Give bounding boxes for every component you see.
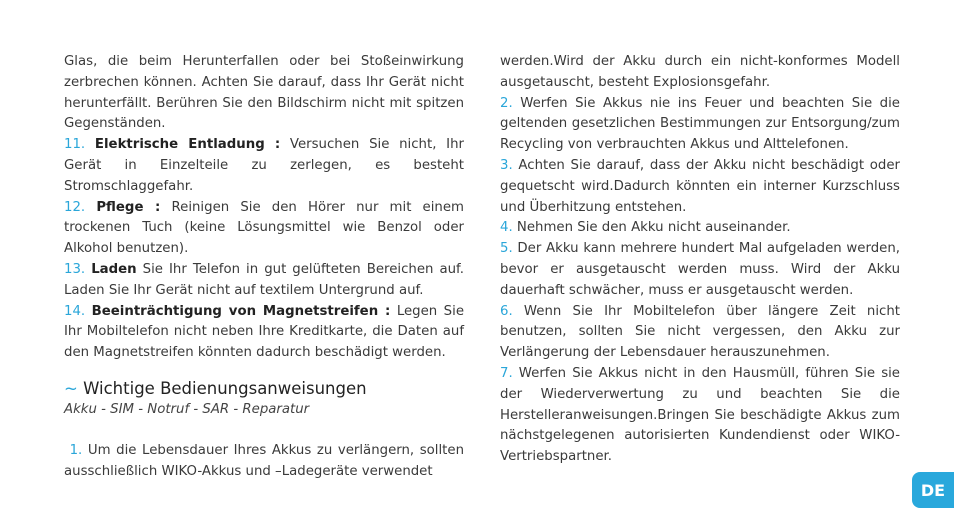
list-item-13: [64, 260, 464, 302]
list-item-6: [500, 302, 900, 364]
item-text: Achten Sie darauf, dass der Akku nicht beschädigt oder gequetscht wird.Dadurch könnten ein interner Kurzschluss und Überhitzung entstehen.: [500, 157, 900, 215]
item-number: 5.: [500, 241, 513, 257]
section-title: Wichtige Bedienungsanweisungen: [83, 378, 367, 398]
list-item-2: [500, 94, 900, 156]
list-item-1: [64, 441, 464, 483]
list-item-4: [500, 218, 900, 239]
item-title: Pflege :: [96, 199, 161, 215]
item-text: Versuchen Sie nicht, Ihr Gerät in Einzelteile zu zerlegen, es besteht Stromschlaggefahr.: [64, 137, 464, 194]
item-number: 3.: [500, 157, 513, 173]
item-number: 12.: [64, 199, 86, 215]
list-item-7: [500, 364, 900, 468]
item-title: Laden: [91, 261, 137, 277]
spacer: [64, 421, 464, 441]
item-title: Elektrische Entladung :: [94, 137, 281, 153]
item-text: Legen Sie Ihr Mobiltelefon nicht neben Ihre Kreditkarte, die Daten auf den Magnetstreifen könnten dadurch beschädigt werden.: [64, 303, 464, 361]
item-text: Wenn Sie Ihr Mobiltelefon über längere Zeit nicht benutzen, sollten Sie nicht vergessen, den Akku zur Verlängerung der Lebensdauer herauszunehmen.: [500, 303, 900, 361]
list-item-14: [64, 302, 464, 364]
continuation-paragraph: werden.Wird der Akku durch ein nicht-konformes Modell ausgetauscht, besteht Explosionsgefahr.: [500, 54, 900, 90]
item-text: Reinigen Sie den Hörer nur mit einem trockenen Tuch (keine Lösungsmittel wie Benzol oder Alkohol benutzen).: [64, 199, 464, 257]
tilde-marker: ~: [64, 378, 78, 398]
section-heading: [64, 378, 464, 400]
item-title: Beeinträchtigung von Magnetstreifen :: [91, 303, 391, 319]
list-item-5: [500, 239, 900, 301]
list-item-12: [64, 198, 464, 260]
item-text: Der Akku kann mehrere hundert Mal aufgeladen werden, bevor er ausgetauscht werden muss. Wird der Akku dauerhaft schwächer, muss er ausgetauscht werden.: [500, 241, 900, 298]
item-number: 11.: [64, 137, 86, 153]
list-item-11: [64, 135, 464, 197]
item-text: Werfen Sie Akkus nicht in den Hausmüll, führen Sie sie der Wiederverwertung zu und beachten Sie die Herstelleranweisungen.Bringen Sie beschädigte Akkus zum nächstgelegenen autorisierten Kundendienst oder WIKO-Vertriebspartner.: [500, 365, 900, 465]
item-number: 1.: [69, 442, 83, 458]
item-number: 2.: [500, 95, 513, 111]
right-column: [500, 52, 900, 468]
item-text: Sie Ihr Telefon in gut gelüfteten Bereichen auf. Laden Sie Ihr Gerät nicht auf textilem Untergrund auf.: [64, 261, 464, 298]
item-number: 7.: [500, 365, 513, 381]
language-badge: DE: [912, 472, 954, 508]
item-number: 13.: [64, 261, 86, 277]
left-column: [64, 52, 464, 482]
list-item-3: [500, 156, 900, 218]
section-subtitle: Akku - SIM - Notruf - SAR - Reparatur: [64, 401, 310, 417]
item-text: Werfen Sie Akkus nie ins Feuer und beachten Sie die geltenden gesetzlichen Bestimmungen zur Entsorgung/zum Recycling von verbrauchten Akkus und Alttelefonen.: [500, 95, 900, 153]
item-text: Um die Lebensdauer Ihres Akkus zu verlängern, sollten ausschließlich WIKO-Akkus und –Ladegeräte verwendet: [64, 442, 465, 479]
item-number: 6.: [500, 303, 513, 319]
item-number: 4.: [500, 220, 513, 236]
item-text: Nehmen Sie den Akku nicht auseinander.: [512, 220, 791, 236]
intro-paragraph: Glas, die beim Herunterfallen oder bei Stoßeinwirkung zerbrechen können. Achten Sie darauf, dass Ihr Gerät nicht herunterfällt. Berühren Sie den Bildschirm nicht mit spitzen Gegenständen.: [64, 54, 464, 132]
item-number: 14.: [64, 303, 86, 319]
